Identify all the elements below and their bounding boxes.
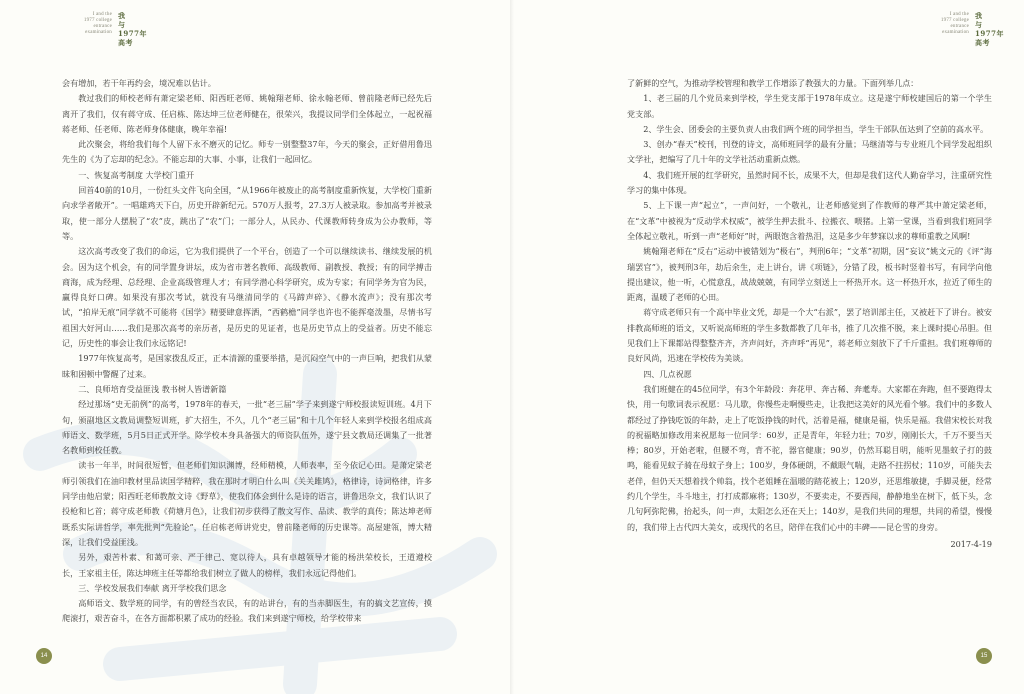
- list-item: 5、上下课一声“起立”，一声问好，一个敬礼，让老师感觉到了作教师的尊严其中萧定梁老师，在“文革”中被视为“反动学术权威”，被学生押去批斗、拉搬衣、喂猪。上第一堂课，当看到我们班同学全体起立敬礼，听到一声“老师好”时，两眼饱含着热泪，这是多少年梦寐以求的尊师重教之风啊!: [627, 200, 992, 241]
- paragraph: 1977年恢复高考，是国家拨乱反正，正本清源的重要举措，是沉闷空气中的一声巨响，把我们从蒙昧和困顿中警醒了过来。: [62, 353, 432, 379]
- list-item: 2、学生会、团委会的主要负责人由我们两个班的同学担当，学生干部队伍达到了空前的高水平。: [643, 123, 989, 134]
- paragraph: 蒋守成老师只有一个高中毕业文凭，却是一个大“右派”，罢了培训部主任，又被赶下了讲台。被安排教高师班的语文，又听说高师班的学生多数都教了几年书，推了几次推不脱，来上课时提心吊胆。但见我们上下课都站得整整齐齐，齐声问好，齐声呼“再见”，蒋老师立刻放下了千斤重担。我们班尊师的良好风尚，迅速在学校传为美谈。: [627, 307, 992, 364]
- header-english-title: I and the 1977 college entrance examination: [940, 12, 970, 35]
- section-heading: 三、学校发展我们奉献 离开学校我们思念: [78, 582, 227, 593]
- list-item: 3、创办“春天”校刊，刊登的诗文，高师班同学的最有分量；马继清等与专业班几个同学发起组织文学社，把编写了几十年的文学社活动重新点燃。: [627, 139, 992, 165]
- paragraph: 我们班健在的45位同学，有3个年龄段：奔花甲、奔古稀、奔耄寿。大家都在奔跑，但不要跑得太快，用一句歌词表示祝愿：马儿歇，你慢些走啊慢些走，让我把这美好的风光看个够。我们中的多数人都经过了挣钱吃饭的年龄，走上了吃饭挣钱的时代，活着是福，健康是福，快乐是福。我借宋校长对我的祝福略加修改用来祝愿每一位同学：60岁，正是青年，年轻力壮；70岁，刚刚长大，千万不要当天棒；80岁，开始老啦，但腰不弯，背不驼，器官健康；90岁，仍然耳聪目明，能听见墨蚊子打的鼓鸣，能看见蚊子骑在母蚊子身上；100岁，身体硬朗，不戴眼气喘，走路不拄拐杖；110岁，可能失去老伴，但仍天天想着找个帅翁，找个老姐睡在温暖的踏花被上；120岁，还思维敏捷，手脚灵便，经常约几个学生，斗斗地主，打打成都麻将；130岁，不要卖走，不要西闯，静静地坐在树下，低下头，念几句阿弥陀佛，抬起头，问一声，太阳怎么还在天上；140岁，是我们共同的理想，共同的希望，慢慢的，我们带上古代四大美女，或现代的名旦，陪伴在我们心中的丰碑——昆仑雪的身旁。: [627, 383, 992, 532]
- section-heading: 二、良师培育受益匪浅 教书树人皆谱新篇: [78, 383, 227, 394]
- header-chinese-title: 我 与 1977年 高考: [118, 11, 147, 47]
- page-number: 14: [36, 648, 52, 664]
- paragraph: 高师语文、数学班的同学，有的曾经当农民，有的站讲台，有的当赤脚医生，有的搞文艺宣传，摸爬滚打，艰苦奋斗，在各方面都积累了成功的经验。我们来到遂宁师校，给学校带来: [62, 598, 432, 624]
- page-number: 15: [976, 648, 992, 664]
- header-chinese-title: 我 与 1977年 高考: [975, 11, 1004, 47]
- header-english-title: I and the 1977 college entrance examination: [83, 12, 112, 35]
- paragraph: 姚翰翔老师在“反右”运动中被错划为“极右”，判刑6年；“文革”初期，因“妄议”姚文元的《评“海瑞罢官”》，被判刑3年，劫后余生，走上讲台，讲《项链》，分错了段，板书时竖着书写，有同学向他提出建议，他一听，心慌意乱，战战兢兢，有同学立刻送上一杯热开水。这一杯热开水，拉近了师生的距离，温暖了老师的心田。: [627, 246, 992, 303]
- paragraph: 经过那场“史无前例”的高考，1978年的春天，一批“老三届”学子来到遂宁师校报读短训班。4月下旬，颁副地区文教局调整短训班，扩大招生，不久，几个“老三届”和十几个年轻人来到学校报名组成高师语文、数学班，5月5日正式开学。除学校本身具备强大的师资队伍外，遂宁县文教局还调集了一批著名教师到校任教。: [62, 399, 432, 456]
- paragraph: 回首40前的10月，一份红头文件飞向全国，“从1966年被废止的高考制度重新恢复，大学校门重新向求学者敞开”。一唱雄鸡天下白，历史开辟新纪元。570万人报考，27.3万人被录取。参加高考并被录取，使一部分人摆脱了“农”皮，跳出了“农”门；一部分人，从民办、代课教师转身成为公办教师，等等。: [62, 185, 432, 241]
- right-body-text: [627, 76, 992, 552]
- paragraph: 这次高考改变了我们的命运，它为我们提供了一个平台，创造了一个可以继续读书、继续发展的机会。因为这个机会，有的同学置身讲坛，成为省市著名教师、高级教师、副教授、教授；有的同学搏击商海，成为经理、总经理、企业高级管理人才；有同学潜心科学研究，成为专家；有同学务为官为民，赢得良好口碑。如果没有那次考试，就没有马继清同学的《马蹄声碎》、《静水流声》；没有那次考试，“拍岸无痕”同学就不可能将《国学》精要肆意挥洒，“西鹤檐”同学也许也不能挥毫泼墨，尽情书写祖国大好河山……我们是那次高考的亲历者，是历史的见证者，也是历史节点上的受益者。历史不能忘记，历史性的事会让我们永远铭记!: [62, 246, 432, 349]
- list-item: 4、我们班开展的红学研究，虽然时间不长，成果不大，但却是我们这代人勤奋学习，注重研究性学习的集中体现。: [627, 169, 992, 196]
- header-mark: [72, 12, 147, 47]
- paragraph: 此次聚会，将给我们每个人留下永不磨灭的记忆。师专一别整整37年，今天的聚会，正好借用鲁迅先生的《为了忘却的纪念》。不能忘却的大事、小事，让我们一起回忆。: [62, 139, 432, 165]
- right-page: [512, 0, 1024, 694]
- header-mark: [929, 12, 1004, 47]
- date-signature: 2017-4-19: [950, 538, 992, 549]
- section-heading: 四、几点祝愿: [643, 368, 692, 379]
- paragraph: 了新鲜的空气，为推动学校管理和教学工作增添了教强大的力量。下面列举几点：: [627, 78, 919, 88]
- left-body-text: [62, 76, 432, 627]
- paragraph: 会有增加，若干年再约会，境况难以估计。: [62, 78, 216, 88]
- paragraph: 另外，艰苦朴素、和蔼可亲、严于律己、宽以待人，具有卓越领导才能的杨洪荣校长，王道遵校长，王家祖主任，陈达坤班主任等都给我们树立了做人的榜样，我们永远记得他们。: [62, 552, 432, 578]
- paragraph: 读书一年半，时间很短暂，但老师们知识渊博，经师精模，人师表率，至今依记心田。是萧定梁老师引领我们在油印教材里品读国学精粹，我在那时才明白什么叫《关关雎鸠》，格律诗，诗词格律，许多同学由他启蒙；阳西旺老师教散文诗《野草》，使我们体会到什么是诗的语言，讲鲁迅杂文，我们认识了投枪和匕首；蒋守成老师教《荷塘月色》，让我们初步获得了散文写作、品读、教学的真传；陈达坤老师既系实际讲哲学，率先批判“先验论”，任启栋老师讲党史，曾前隆老师的历史课等。高屋建瓴，博大精深，让我们受益匪浅。: [62, 460, 432, 547]
- paragraph: 教过我们的师校老师有萧定梁老师、阳西旺老师、姚翰翔老师、徐永翰老师、曾前隆老师已经先后离开了我们，仅有蒋守成、任启栋、陈达坤三位老师健在，很荣兴，我提议同学们全体起立，一起祝福蒋老师、任老师、陈老师身体健康，晚年幸福!: [62, 93, 432, 134]
- list-item: 1、老三届的几个党员来到学校，学生党支部于1978年成立。这是遂宁师校建国后的第一个学生党支部。: [627, 93, 992, 119]
- section-heading: 一、恢复高考制度 大学校门重开: [78, 169, 195, 180]
